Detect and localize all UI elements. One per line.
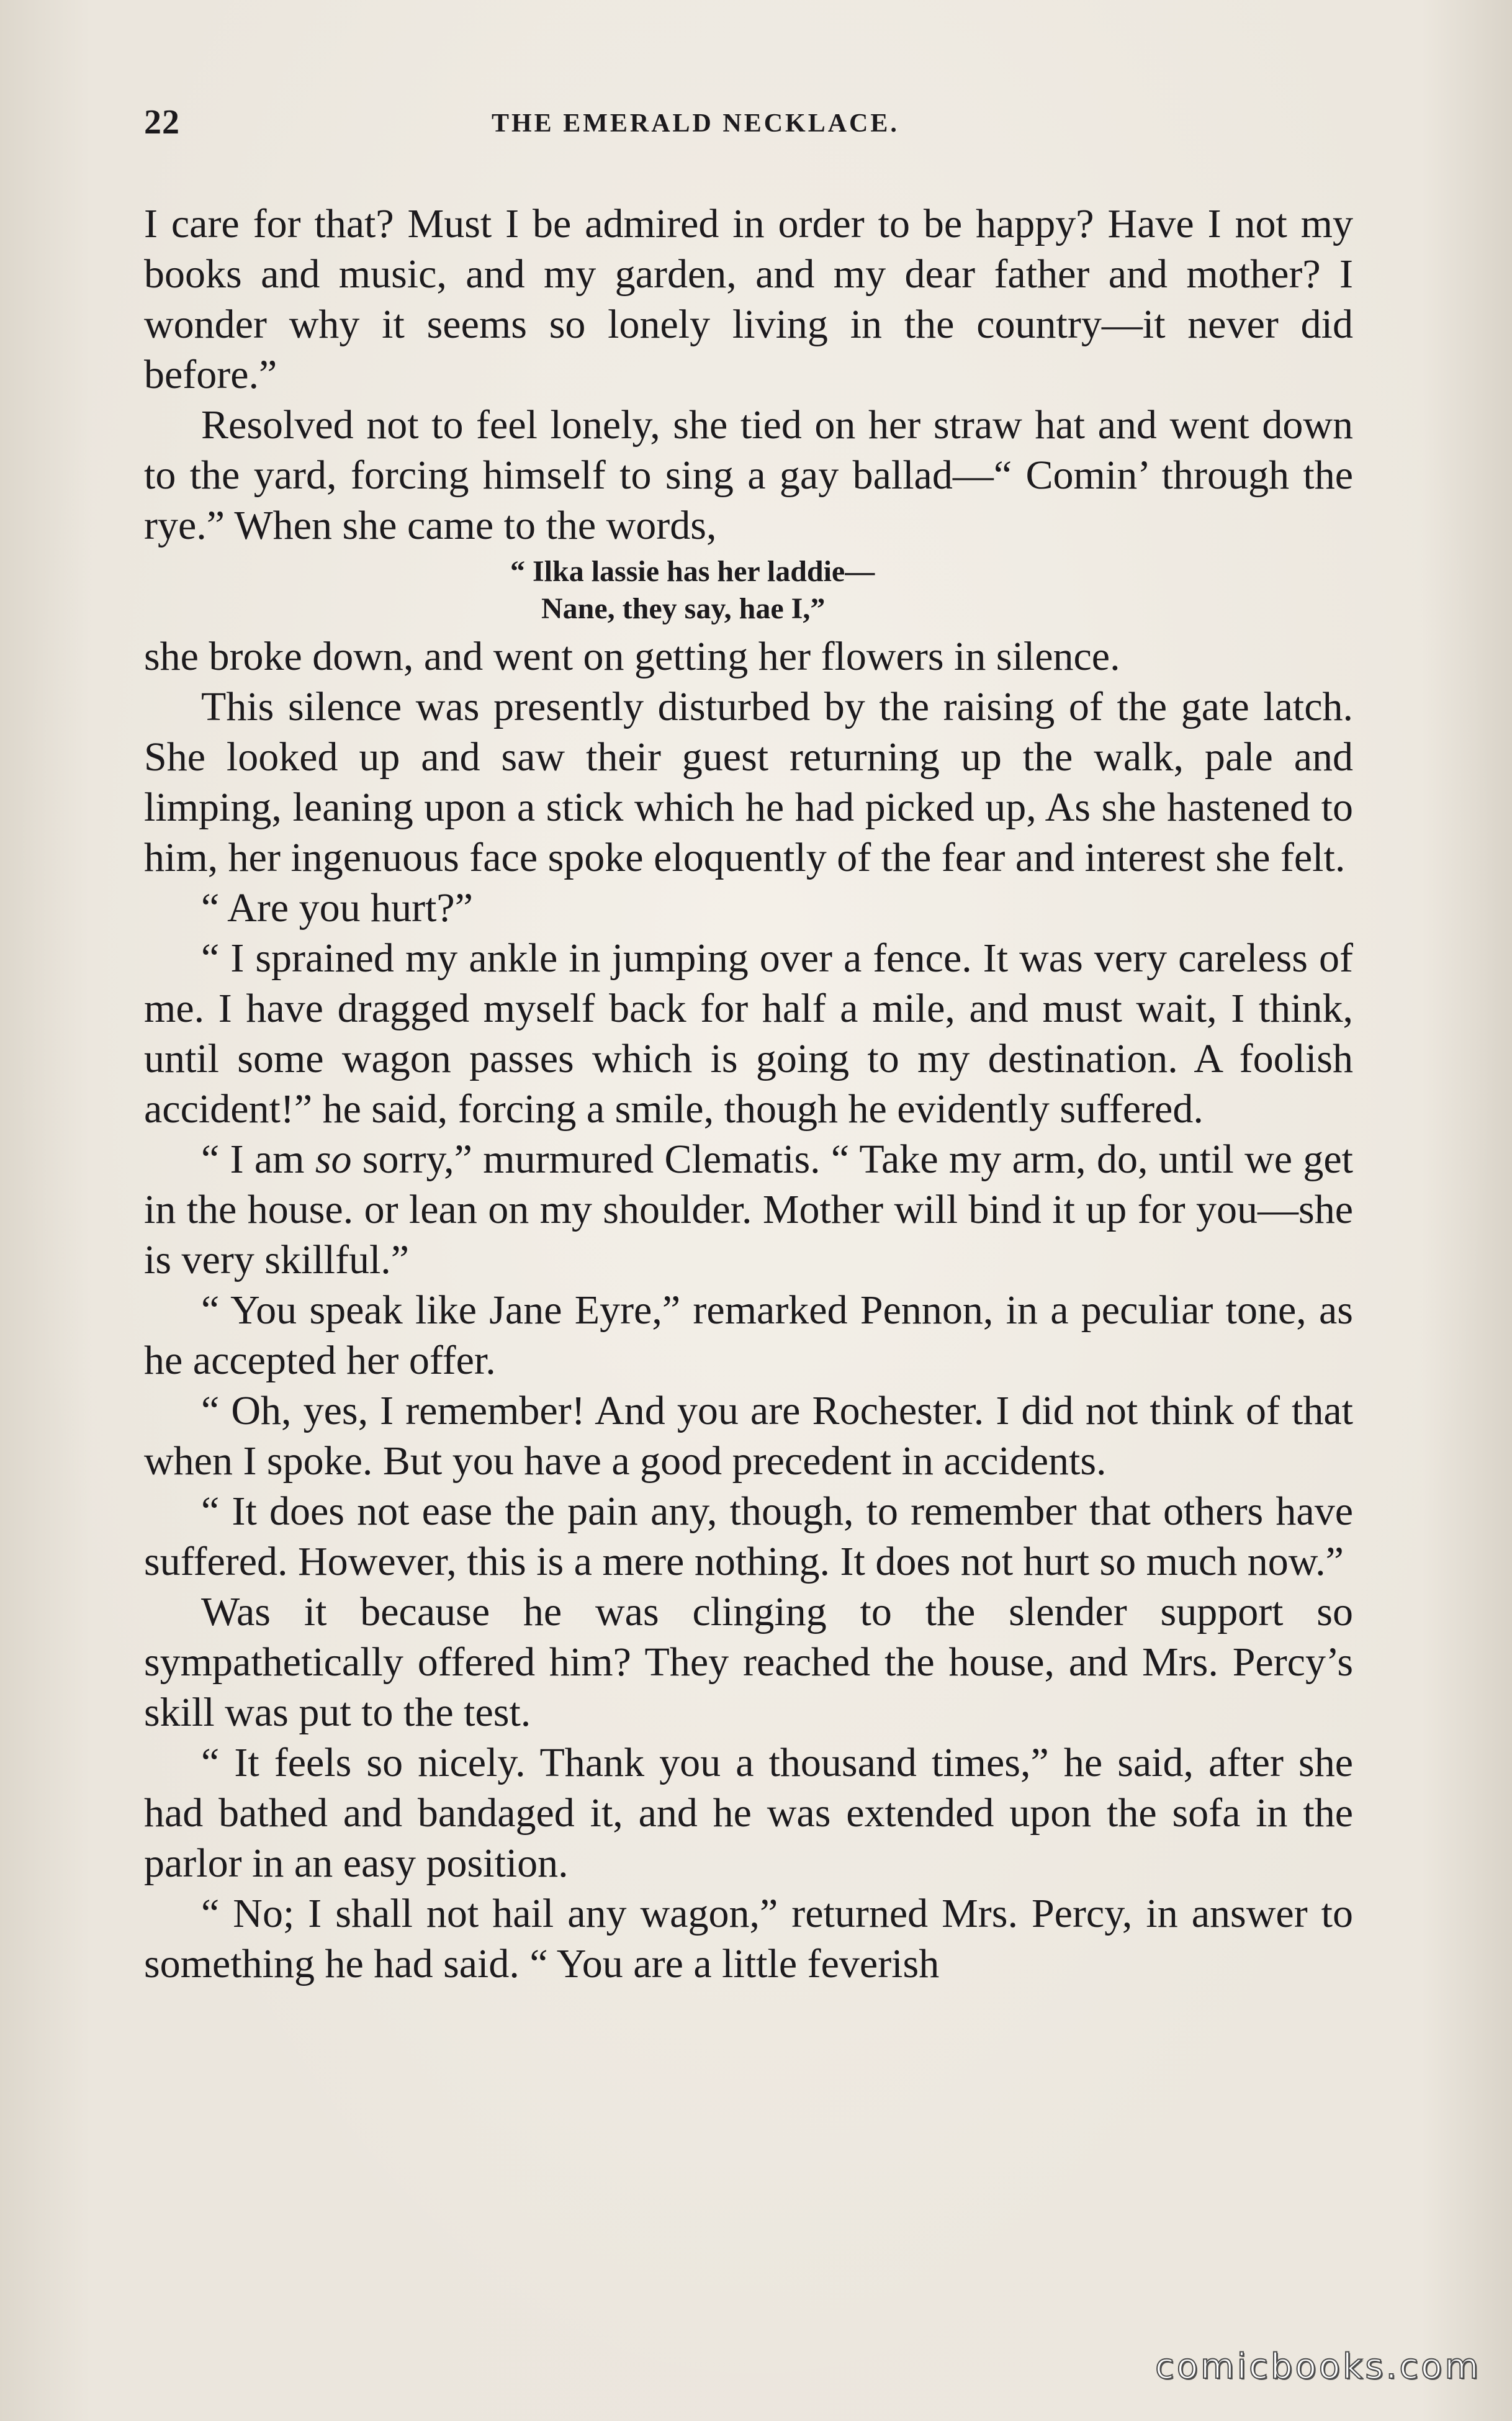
verse-quote [144,553,1353,628]
text-run: “ I am [201,1137,315,1182]
paragraph: “ You speak like Jane Eyre,” remarked Pennon, in a peculiar tone, as he accepted her offer. [144,1287,1353,1383]
verse-line: Nane, they say, hae I,” [541,592,826,625]
emphasized-word: so [315,1137,352,1182]
body-text [144,199,1353,1989]
paragraph: I care for that? Must I be admired in order to be happy? Have I not my books and music, and my garden, and my dear father and mother? I wonder why it seems so lonely living in the country—it never did before.” [144,201,1353,397]
book-title: THE EMERALD NECKLACE. [492,109,899,138]
verse-line: “ Ilka lassie has her laddie— [510,555,875,588]
watermark: comicbooks.com [1154,2347,1481,2387]
paragraph: Resolved not to feel lonely, she tied on her straw hat and went down to the yard, forcing himself to sing a gay ballad—“ Comin’ through the rye.” When she came to the words, [144,402,1353,548]
page-number: 22 [144,103,180,142]
paragraph: Was it because he was clinging to the slender support so sympathetically offered him? They reached the house, and Mrs. Percy’s skill was put to the test. [144,1589,1353,1735]
paragraph [144,1134,1353,1285]
paragraph: “ Oh, yes, I remember! And you are Rochester. I did not think of that when I spoke. But you have a good precedent in accidents. [144,1388,1353,1484]
paragraph: “ Are you hurt?” [201,885,473,931]
paragraph: “ It does not ease the pain any, though, to remember that others have suffered. However, this is a mere nothing. It does not hurt so much now.” [144,1489,1353,1584]
paragraph: she broke down, and went on getting her flowers in silence. [144,634,1120,679]
running-head [144,102,1354,152]
text-run: sorry,” murmured Clematis. “ Take my arm, do, until we get in the house. or lean on my shoulder. Mother will bind it up for you—she is very skillful.” [144,1137,1353,1283]
paragraph: This silence was presently disturbed by the raising of the gate latch. She looked up and saw their guest returning up the walk, pale and limping, leaning upon a stick which he had picked up, As she hastened to him, her ingenuous face spoke eloquently of the fear and interest she felt. [144,684,1353,880]
paragraph: “ No; I shall not hail any wagon,” returned Mrs. Percy, in answer to something he had said. “ You are a little feverish [144,1891,1353,1986]
paragraph: “ I sprained my ankle in jumping over a fence. It was very careless of me. I have dragged myself back for half a mile, and must wait, I think, until some wagon passes which is going to my destination. A foolish accident!” he said, forcing a smile, though he evidently suffered. [144,935,1353,1132]
paragraph: “ It feels so nicely. Thank you a thousand times,” he said, after she had bathed and bandaged it, and he was extended upon the sofa in the parlor in an easy position. [144,1740,1353,1886]
